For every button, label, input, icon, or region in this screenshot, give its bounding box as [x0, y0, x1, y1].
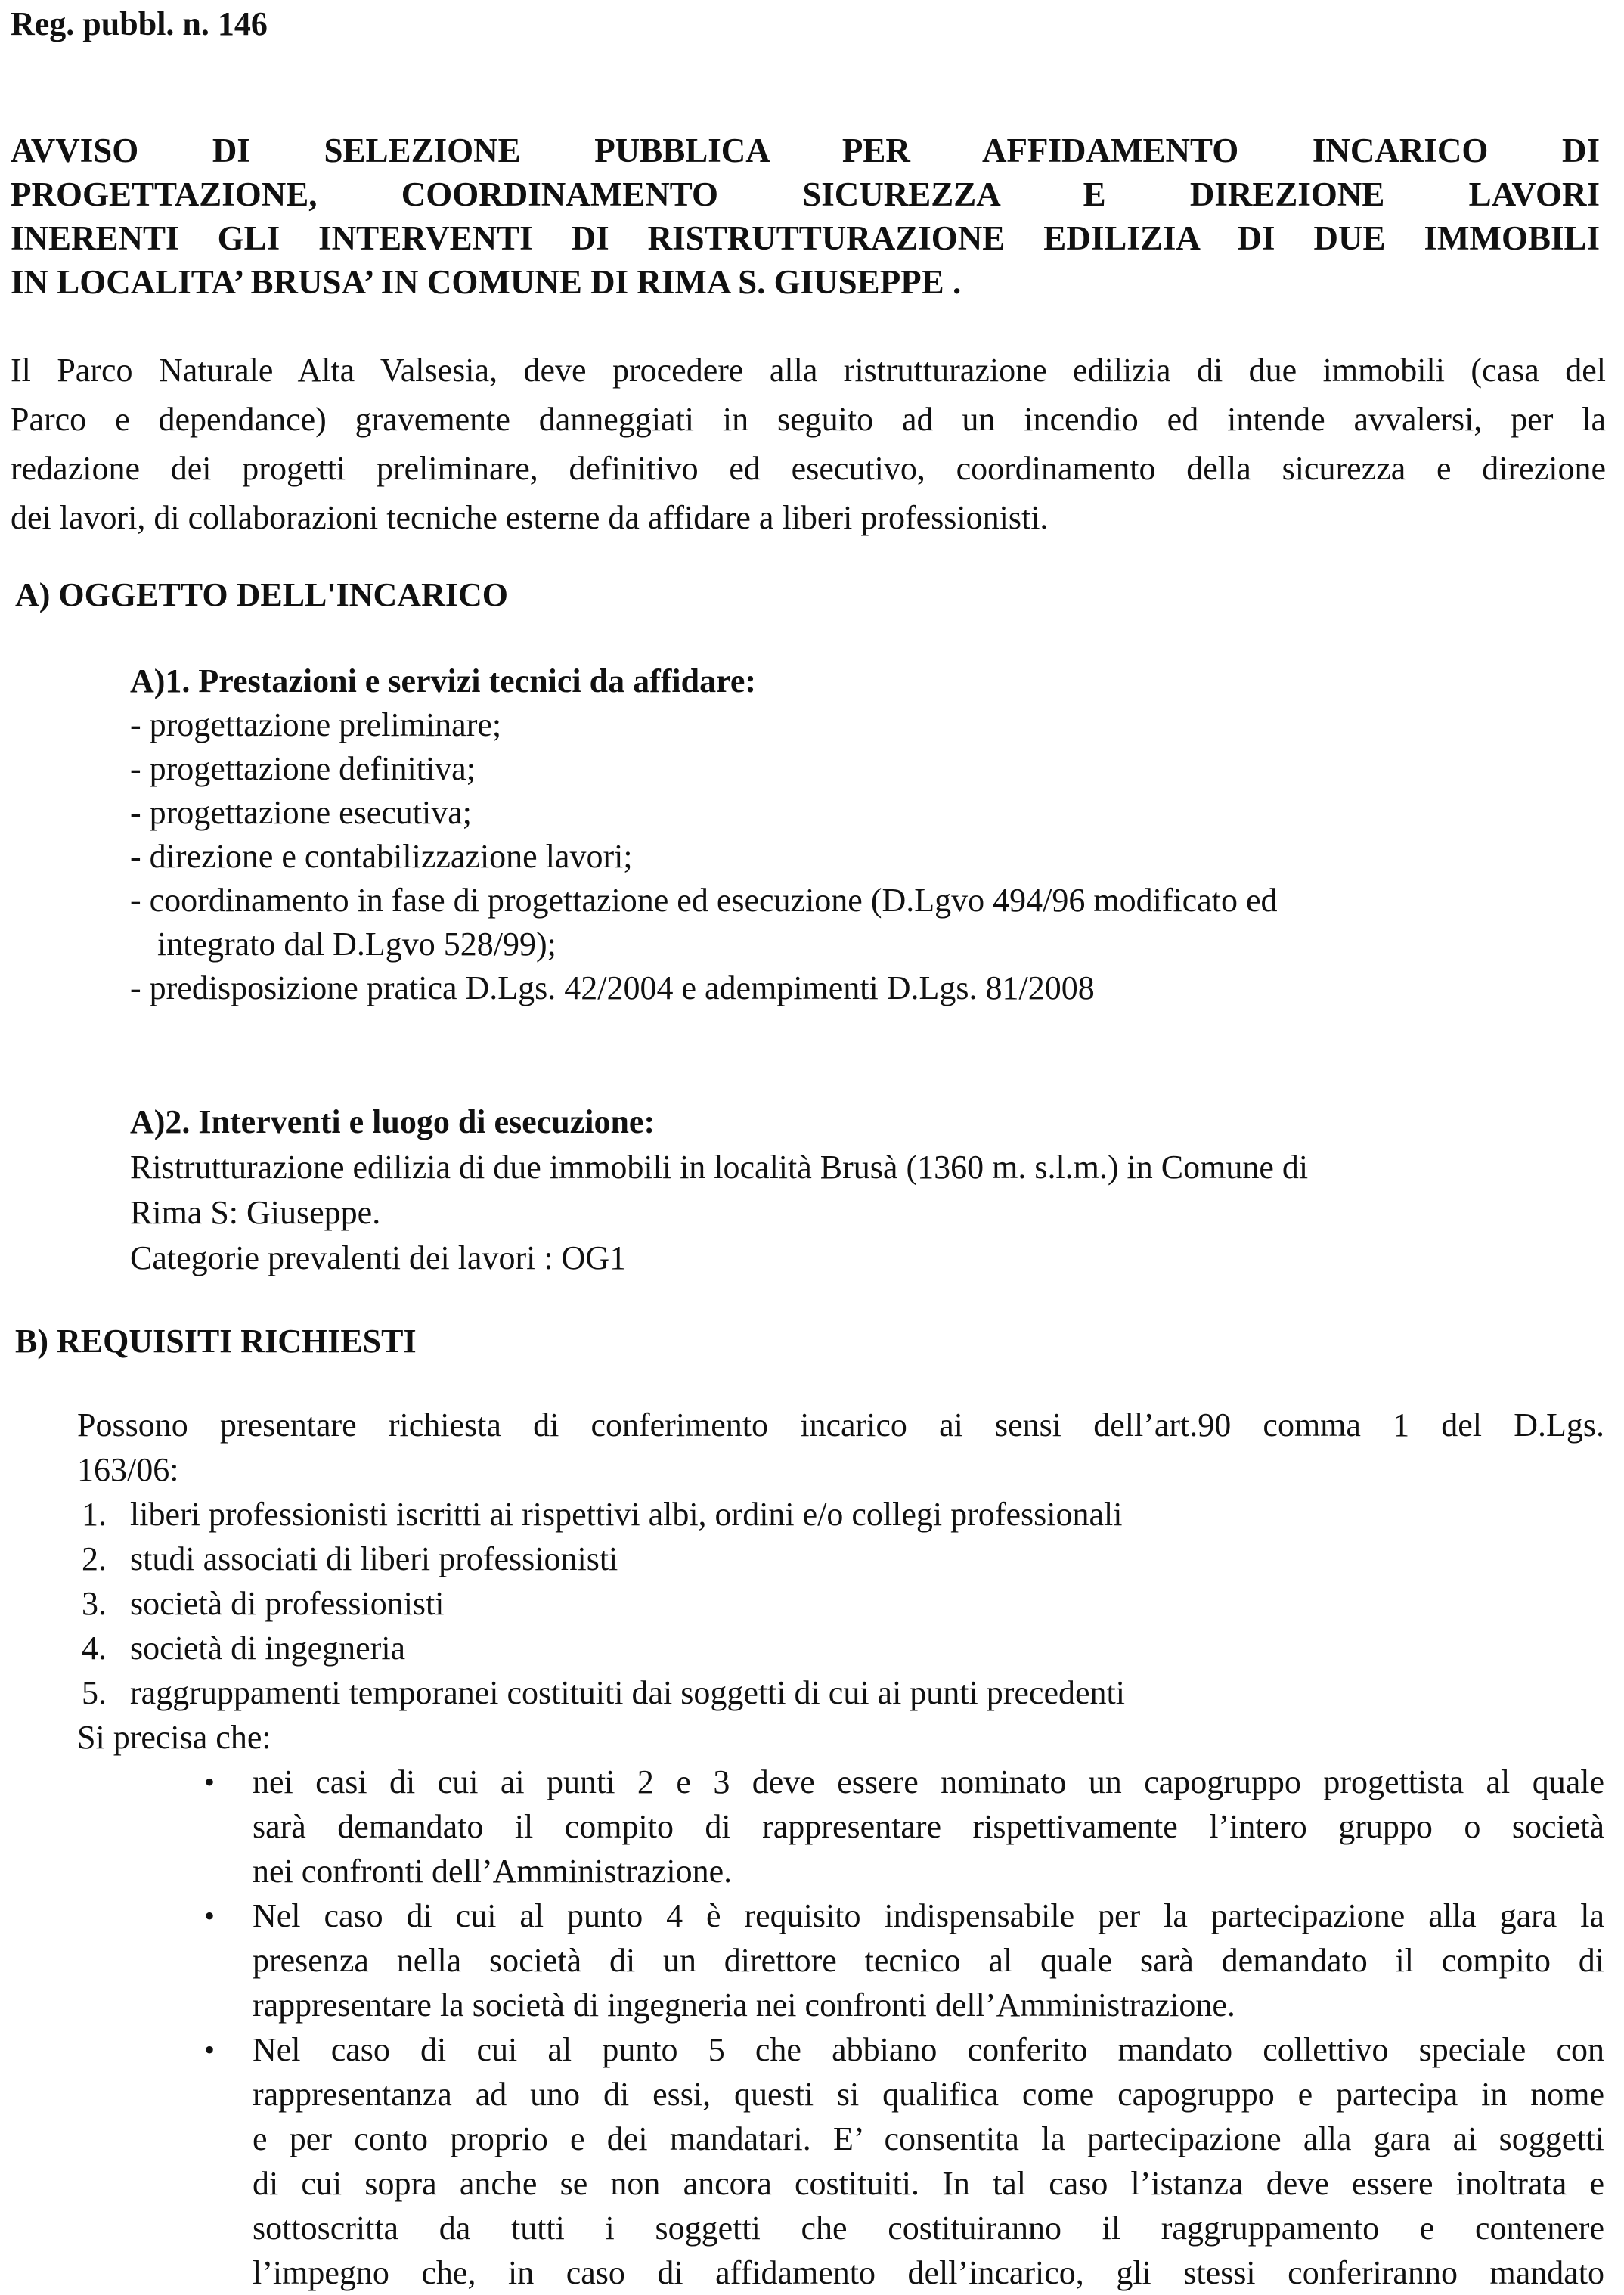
- item-text: società di ingegneria: [130, 1630, 406, 1667]
- intro-line: Parco e dependance) gravemente danneggiati in seguito ad un incendio ed intende avvalersi, per la: [11, 401, 1606, 438]
- registration-number: Reg. pubbl. n. 146: [11, 5, 268, 42]
- numbered-item: [77, 1537, 1604, 1581]
- title-line: IN LOCALITA’ BRUSA’ IN COMUNE DI RIMA S. GIUSEPPE .: [11, 263, 962, 301]
- intro-line: dei lavori, di collaborazioni tecniche esterne da affidare a liberi professionisti.: [11, 499, 1049, 536]
- a2-line: Categorie prevalenti dei lavori : OG1: [130, 1239, 627, 1276]
- bullet-icon: •: [204, 2033, 215, 2067]
- intro-paragraph: [11, 346, 1606, 542]
- bullet-icon: •: [204, 1899, 215, 1933]
- item-number: 1.: [82, 1496, 107, 1533]
- bullet-line: sottoscritta da tutti i soggetti che costituiranno il raggruppamento e contenere: [253, 2210, 1604, 2247]
- item-text: raggruppamenti temporanei costituiti dai soggetti di cui ai punti precedenti: [130, 1674, 1125, 1711]
- section-a1: [130, 659, 1567, 1010]
- a1-item: - predisposizione pratica D.Lgs. 42/2004 e adempimenti D.Lgs. 81/2008: [130, 969, 1095, 1006]
- numbered-item: [77, 1581, 1604, 1626]
- numbered-item: [77, 1670, 1604, 1715]
- a1-item: - progettazione definitiva;: [130, 750, 476, 787]
- notice-title: [11, 129, 1600, 304]
- item-text: liberi professionisti iscritti ai rispettivi albi, ordini e/o collegi professionali: [130, 1496, 1123, 1533]
- a1-item: - progettazione esecutiva;: [130, 794, 473, 831]
- a2-line: Rima S: Giuseppe.: [130, 1194, 381, 1231]
- section-a-heading: A) OGGETTO DELL'INCARICO: [15, 576, 508, 613]
- item-number: 2.: [82, 1540, 107, 1577]
- bullet-line: l’impegno che, in caso di affidamento dell’incarico, gli stessi conferiranno mandato: [253, 2254, 1604, 2291]
- bullet-item: [77, 1893, 1604, 2027]
- item-text: studi associati di liberi professionisti: [130, 1540, 618, 1577]
- numbered-item: [77, 1492, 1604, 1537]
- bullet-line: nei confronti dell’Amministrazione.: [253, 1853, 733, 1890]
- bullet-item: [77, 2027, 1604, 2295]
- a1-heading: A)1. Prestazioni e servizi tecnici da affidare:: [130, 662, 757, 699]
- bullet-line: rappresentanza ad uno di essi, questi si qualifica come capogruppo e partecipa in nome: [253, 2076, 1604, 2113]
- a2-heading: A)2. Interventi e luogo di esecuzione:: [130, 1103, 655, 1140]
- section-a2: [130, 1099, 1567, 1281]
- section-b-heading: B) REQUISITI RICHIESTI: [15, 1323, 417, 1360]
- bullet-line: Nel caso di cui al punto 4 è requisito indispensabile per la partecipazione alla gara la: [253, 1897, 1604, 1934]
- bullet-line: nei casi di cui ai punti 2 e 3 deve essere nominato un capogruppo progettista al quale: [253, 1763, 1604, 1800]
- bullet-line: sarà demandato il compito di rappresentare rispettivamente l’intero gruppo o società: [253, 1808, 1604, 1845]
- numbered-item: [77, 1626, 1604, 1670]
- title-line: PROGETTAZIONE, COORDINAMENTO SICUREZZA E DIREZIONE LAVORI: [11, 175, 1600, 213]
- bullet-line: presenza nella società di un direttore tecnico al quale sarà demandato il compito di: [253, 1942, 1604, 1979]
- bullet-icon: •: [204, 1765, 215, 1799]
- bullet-item: [77, 1760, 1604, 1893]
- item-text: società di professionisti: [130, 1585, 445, 1622]
- intro-line: Il Parco Naturale Alta Valsesia, deve procedere alla ristrutturazione edilizia di due immobili (casa del: [11, 352, 1606, 389]
- a1-item: - progettazione preliminare;: [130, 706, 502, 743]
- a1-item-continuation: integrato dal D.Lgvo 528/99);: [157, 926, 556, 963]
- intro-line: redazione dei progetti preliminare, definitivo ed esecutivo, coordinamento della sicurezza e direzione: [11, 450, 1606, 487]
- precisa-label: Si precisa che:: [77, 1719, 271, 1756]
- a1-item: - coordinamento in fase di progettazione ed esecuzione (D.Lgvo 494/96 modificato ed: [130, 882, 1278, 919]
- title-line: AVVISO DI SELEZIONE PUBBLICA PER AFFIDAMENTO INCARICO DI: [11, 132, 1600, 169]
- item-number: 3.: [82, 1585, 107, 1622]
- b-intro-line: Possono presentare richiesta di conferimento incarico ai sensi dell’art.90 comma 1 del D.Lgs.: [77, 1406, 1604, 1444]
- a2-line: Ristrutturazione edilizia di due immobili in località Brusà (1360 m. s.l.m.) in Comune di: [130, 1149, 1309, 1186]
- bullet-line: di cui sopra anche se non ancora costituiti. In tal caso l’istanza deve essere inoltrata e: [253, 2165, 1604, 2202]
- item-number: 5.: [82, 1674, 107, 1711]
- a1-item: - direzione e contabilizzazione lavori;: [130, 838, 633, 875]
- section-b-body: [77, 1403, 1604, 2295]
- bullet-line: rappresentare la società di ingegneria nei confronti dell’Amministrazione.: [253, 1986, 1235, 2024]
- bullet-line: Nel caso di cui al punto 5 che abbiano conferito mandato collettivo speciale con: [253, 2031, 1604, 2068]
- bullet-line: e per conto proprio e dei mandatari. E’ consentita la partecipazione alla gara ai soggetti: [253, 2120, 1604, 2157]
- item-number: 4.: [82, 1630, 107, 1667]
- title-line: INERENTI GLI INTERVENTI DI RISTRUTTURAZIONE EDILIZIA DI DUE IMMOBILI: [11, 219, 1600, 257]
- b-intro-line: 163/06:: [77, 1451, 179, 1488]
